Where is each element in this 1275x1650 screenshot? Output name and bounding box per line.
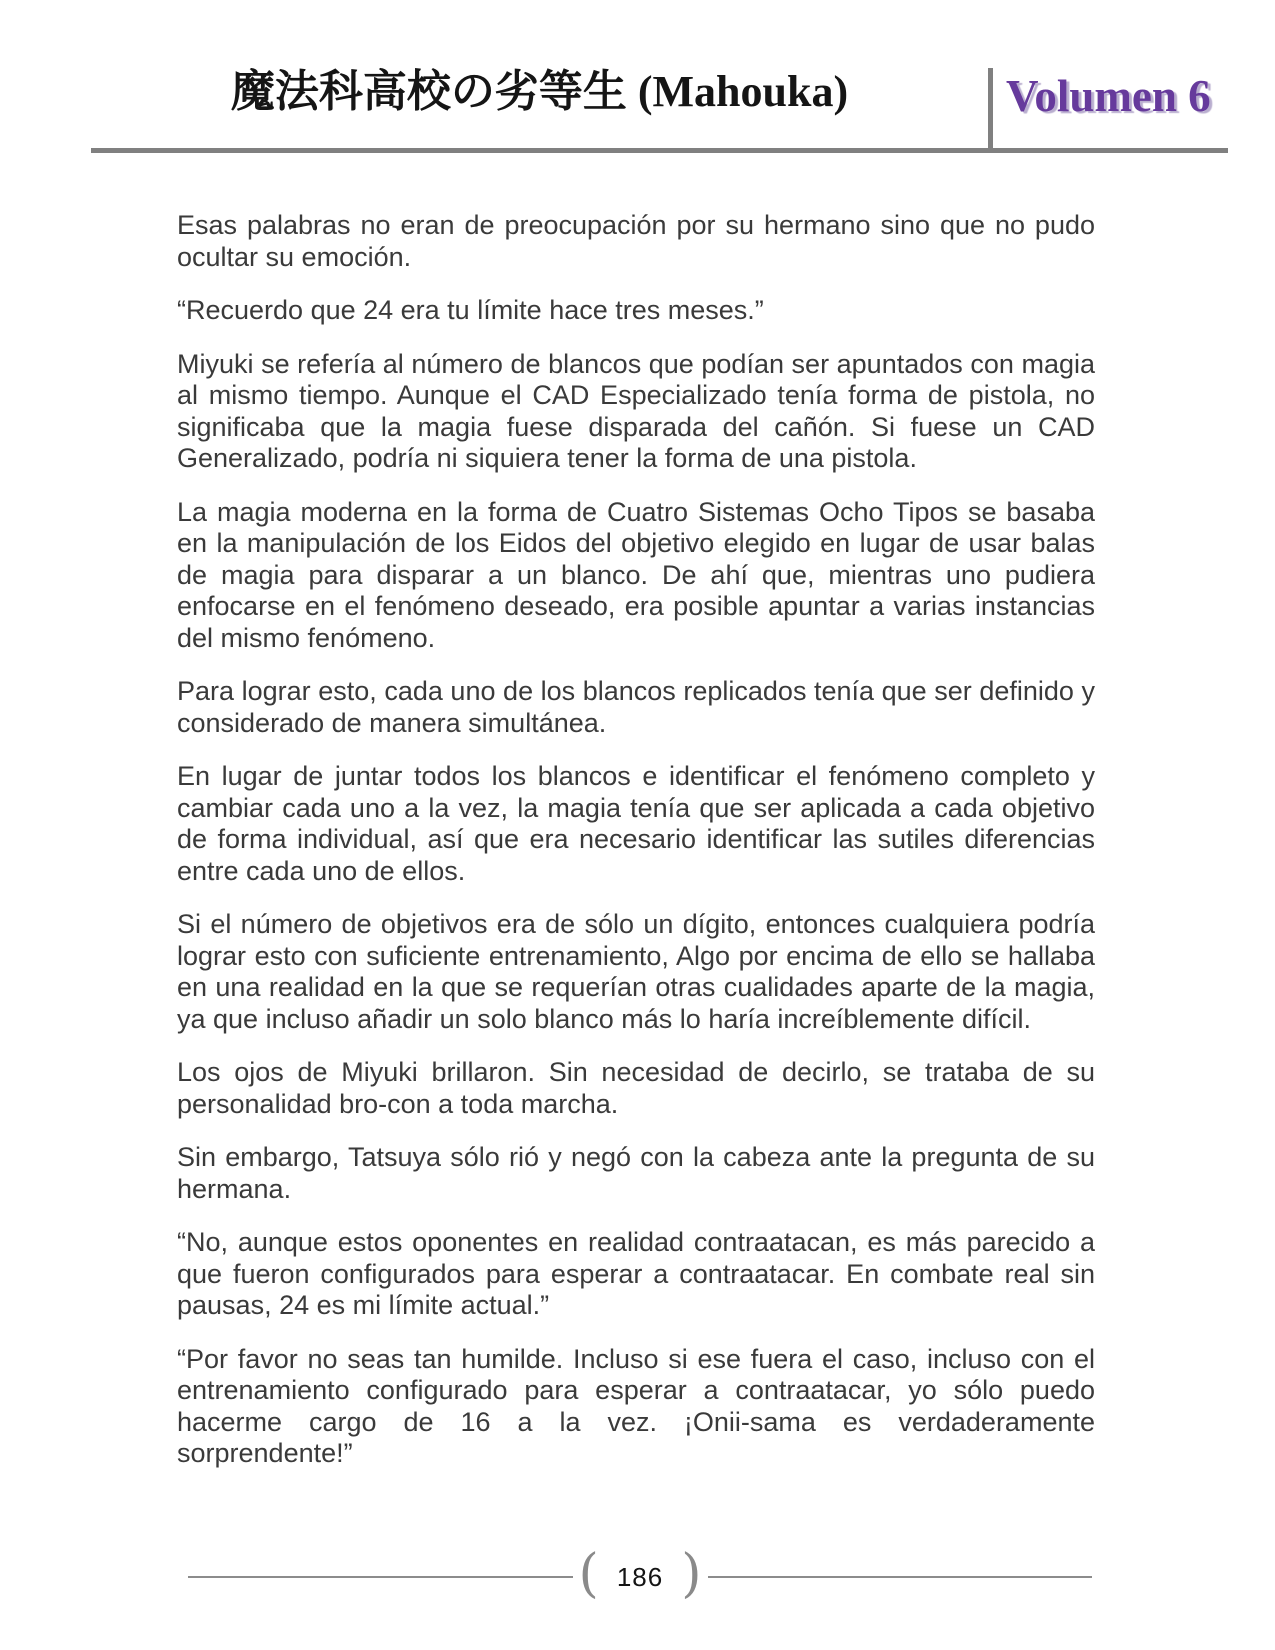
body-paragraph: “No, aunque estos oponentes en realidad contraatacan, es más parecido a que fueron configurados para esperar a contraatacar. En combate real sin pausas, 24 es mi límite actual.” [177,1227,1095,1320]
header-vertical-divider [988,68,993,153]
body-paragraph: La magia moderna en la forma de Cuatro Sistemas Ocho Tipos se basaba en la manipulación de los Eidos del objetivo elegido en lugar de usar balas de magia para disparar a un blanco. De ahí que, mientras uno pudiera enfocarse en el fenómeno deseado, era posible apuntar a varias instancias del mismo fenómeno. [177,496,1095,653]
page-number: 186 [616,1561,664,1592]
body-paragraph: “Recuerdo que 24 era tu límite hace tres meses.” [177,295,764,325]
page-number-bracket-right: ) [681,1544,702,1604]
header-rule [91,148,1228,153]
volume-label: Volumen 6 [1006,71,1211,121]
body-paragraph: Si el número de objetivos era de sólo un dígito, entonces cualquiera podría lograr esto con suficiente entrenamiento, Algo por encima de ello se hallaba en una realidad en la que se requerían otras cualidades aparte de la magia, ya que incluso añadir un solo blanco más lo haría increíblemente difícil. [177,909,1095,1034]
footer-rule-right [708,1576,1093,1578]
body-paragraph: Sin embargo, Tatsuya sólo rió y negó con la cabeza ante la pregunta de su hermana. [177,1142,1095,1204]
body-paragraph: Los ojos de Miyuki brillaron. Sin necesidad de decirlo, se trataba de su personalidad bro-con a toda marcha. [177,1057,1095,1119]
body-paragraph: “Por favor no seas tan humilde. Incluso si ese fuera el caso, incluso con el entrenamiento configurado para esperar a contraatacar, yo sólo puedo hacerme cargo de 16 a la vez. ¡Onii-sama es verdaderamente sorprendente!” [177,1343,1095,1468]
page-footer [188,1544,1092,1604]
body-paragraph: Para lograr esto, cada uno de los blancos replicados tenía que ser definido y considerado de manera simultánea. [177,676,1095,738]
body-paragraph: Esas palabras no eran de preocupación por su hermano sino que no pudo ocultar su emoción. [177,210,1095,272]
body-paragraph: En lugar de juntar todos los blancos e identificar el fenómeno completo y cambiar cada uno a la vez, la magia tenía que ser aplicada a cada objetivo de forma individual, así que era necesario identificar las sutiles diferencias entre cada uno de ellos. [177,761,1095,886]
page-title: 魔法科高校の劣等生 (Mahouka) [230,67,849,116]
body-paragraph: Miyuki se refería al número de blancos que podían ser apuntados con magia al mismo tiempo. Aunque el CAD Especializado tenía forma de pistola, no significaba que la magia fuese disparada del cañón. Si fuese un CAD Generalizado, podría ni siquiera tener la forma de una pistola. [177,348,1095,473]
page-number-bracket-left: ( [578,1544,599,1604]
body-text [177,210,1095,1492]
footer-rule-left [188,1576,573,1578]
